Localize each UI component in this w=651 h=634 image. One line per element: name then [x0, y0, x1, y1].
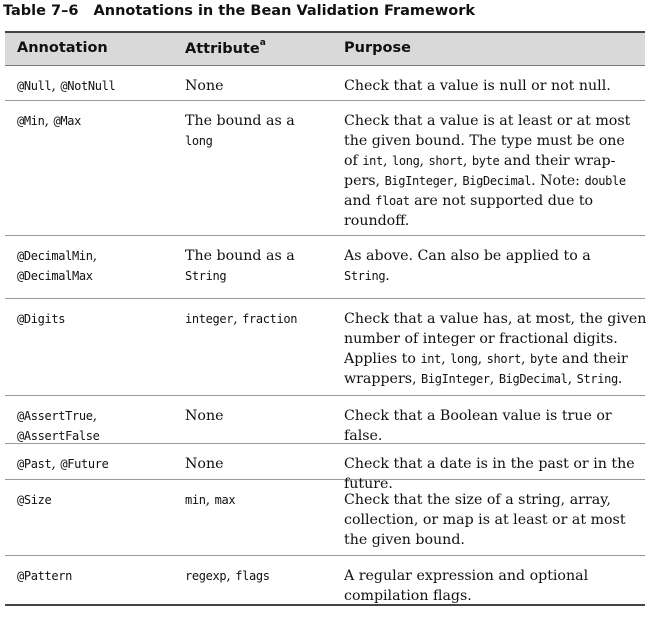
text: roundoff. [344, 213, 410, 229]
code-text: BigInteger [384, 174, 454, 188]
text: are not supported due to [409, 193, 594, 209]
table-body [5, 66, 645, 604]
text: , [226, 568, 236, 584]
purpose-line [344, 266, 644, 286]
text: of [344, 153, 363, 169]
code-text: BigDecimal [462, 174, 532, 188]
annotation-cell [17, 566, 177, 586]
code-text: @DecimalMax [17, 269, 93, 283]
text: , [419, 153, 429, 169]
text: Applies to [344, 351, 421, 367]
text: Check that a Boolean value is true or [344, 408, 612, 424]
code-text: integer [185, 312, 234, 326]
purpose-line [344, 211, 644, 231]
code-text: byte [530, 352, 558, 366]
attribute-cell [185, 76, 335, 96]
code-text: @NotNull [60, 79, 116, 93]
code-text: @Size [17, 493, 52, 507]
annotation-cell [17, 309, 177, 329]
header-purpose: Purpose [344, 40, 411, 56]
table-row [5, 396, 645, 444]
annotation-cell [17, 406, 177, 446]
purpose-line [344, 171, 644, 191]
purpose-cell [344, 76, 644, 96]
annotation-line [17, 266, 177, 286]
text: Check that a value is null or not null. [344, 78, 611, 94]
purpose-line [344, 454, 644, 474]
code-text: @Pattern [17, 569, 72, 583]
code-text: @AssertTrue [17, 409, 93, 423]
code-text: @Null [17, 79, 52, 93]
header-attribute-label: Attribute [185, 40, 260, 57]
text: None [185, 456, 224, 472]
annotation-line [17, 309, 177, 329]
attribute-cell [185, 406, 335, 426]
attribute-cell [185, 246, 335, 286]
code-text: regexp [185, 569, 227, 583]
code-text: byte [471, 154, 500, 168]
purpose-line [344, 246, 644, 266]
annotation-cell [17, 76, 177, 96]
text: , [92, 408, 98, 424]
code-text: long [450, 352, 478, 366]
code-text: BigInteger [421, 372, 490, 386]
annotation-line [17, 76, 177, 96]
table-row [5, 236, 645, 299]
purpose-line [344, 369, 644, 389]
purpose-line [344, 586, 644, 606]
code-text: float [375, 194, 410, 208]
table-caption [3, 3, 475, 19]
annotation-line [17, 490, 177, 510]
attribute-line [185, 309, 335, 329]
text: , [205, 492, 215, 508]
text: , [51, 456, 61, 472]
header-annotation: Annotation [17, 40, 108, 56]
text: , [489, 371, 499, 387]
attribute-cell [185, 566, 335, 586]
text: number of integer or fractional digits. [344, 331, 618, 347]
table-row [5, 66, 645, 101]
table-title: Annotations in the Bean Validation Framework [93, 3, 476, 19]
annotation-line [17, 426, 177, 446]
text: Check that the size of a string, array, [344, 492, 611, 508]
code-text: @Future [60, 457, 109, 471]
text: and their [557, 351, 628, 367]
annotation-line [17, 566, 177, 586]
table-row [5, 556, 645, 604]
purpose-cell [344, 490, 644, 550]
text: Check that a date is in the past or in the [344, 456, 635, 472]
annotation-cell [17, 246, 177, 286]
attribute-line [185, 406, 335, 426]
text: and their wrap- [499, 153, 616, 169]
purpose-cell [344, 406, 644, 446]
annotation-cell [17, 111, 177, 131]
attribute-cell [185, 490, 335, 510]
text: None [185, 408, 224, 424]
text: and [344, 193, 376, 209]
purpose-line [344, 309, 647, 329]
purpose-line [344, 349, 644, 369]
text: the given bound. The type must be one [344, 133, 625, 149]
text: , [453, 173, 463, 189]
text: None [185, 78, 224, 94]
annotation-cell [17, 454, 177, 474]
code-text: String [344, 269, 386, 283]
code-text: @Min [17, 114, 45, 128]
code-text: @Max [53, 114, 82, 128]
footnote-marker: a [259, 38, 266, 48]
table-row [5, 444, 645, 492]
text: A regular expression and optional [344, 568, 589, 584]
attribute-cell [185, 111, 335, 151]
code-text: int [362, 154, 383, 168]
text: Check that a value is at least or at most [344, 113, 631, 129]
text: , [92, 248, 98, 264]
table-row [5, 299, 645, 396]
attribute-line [185, 111, 335, 131]
code-text: @AssertFalse [17, 429, 100, 443]
code-text: int [420, 352, 442, 366]
text: future. [344, 476, 393, 492]
text: wrappers, [344, 371, 422, 387]
text: The bound as a [185, 248, 295, 264]
purpose-line [344, 426, 644, 446]
code-text: @Past [17, 457, 52, 471]
purpose-line [344, 131, 644, 151]
attribute-line [185, 490, 335, 510]
purpose-line [344, 510, 644, 530]
text: Check that a value has, at most, the given [344, 311, 647, 327]
code-text: long [391, 154, 420, 168]
text: , [44, 113, 54, 129]
text: The bound as a [185, 113, 295, 129]
code-text: double [584, 174, 626, 188]
text: . [385, 268, 390, 284]
purpose-line [344, 191, 644, 211]
text: , [382, 153, 392, 169]
text: collection, or map is at least or at most [344, 512, 626, 528]
text: , [51, 78, 61, 94]
annotation-line [17, 246, 177, 266]
header-attribute [185, 40, 335, 57]
table-row [5, 480, 645, 556]
code-text: String [185, 269, 227, 283]
attribute-line [185, 566, 335, 586]
code-text: fraction [242, 312, 298, 326]
table-header [5, 33, 645, 66]
annotation-line [17, 454, 177, 474]
annotation-cell [17, 490, 177, 510]
attribute-line [185, 76, 335, 96]
table-row [5, 101, 645, 236]
purpose-cell [344, 309, 647, 389]
annotation-line [17, 111, 177, 131]
code-text: @Digits [17, 312, 66, 326]
annotation-line [17, 406, 177, 426]
code-text: long [185, 134, 213, 148]
purpose-cell [344, 111, 644, 231]
purpose-cell [344, 246, 644, 286]
text: . [617, 371, 623, 387]
text: , [441, 351, 451, 367]
text: compilation flags. [344, 588, 472, 604]
code-text: flags [235, 569, 270, 583]
text: , [233, 311, 243, 327]
attribute-line [185, 266, 335, 286]
text: false. [344, 428, 383, 444]
attribute-line [185, 246, 335, 266]
text: , [567, 371, 577, 387]
attribute-line [185, 454, 335, 474]
code-text: min [185, 493, 206, 507]
text: pers, [344, 173, 385, 189]
purpose-line [344, 151, 644, 171]
text: , [521, 351, 531, 367]
attribute-cell [185, 454, 335, 474]
code-text: String [576, 372, 618, 386]
text: . Note: [531, 173, 585, 189]
code-text: short [428, 154, 463, 168]
purpose-line [344, 406, 644, 426]
text: As above. Can also be applied to a [344, 248, 591, 264]
text: , [477, 351, 487, 367]
code-text: short [486, 352, 521, 366]
attribute-cell [185, 309, 335, 329]
purpose-line [344, 530, 644, 550]
code-text: BigDecimal [498, 372, 568, 386]
purpose-cell [344, 566, 644, 606]
annotations-table [5, 31, 645, 606]
purpose-line [344, 111, 644, 131]
purpose-line [344, 76, 644, 96]
purpose-line [344, 329, 644, 349]
text: the given bound. [344, 532, 465, 548]
table-number: Table 7–6 [3, 3, 79, 19]
purpose-line [344, 490, 644, 510]
purpose-line [344, 566, 644, 586]
code-text: @DecimalMin [17, 249, 93, 263]
code-text: max [214, 493, 236, 507]
attribute-line [185, 131, 335, 151]
text: , [462, 153, 472, 169]
